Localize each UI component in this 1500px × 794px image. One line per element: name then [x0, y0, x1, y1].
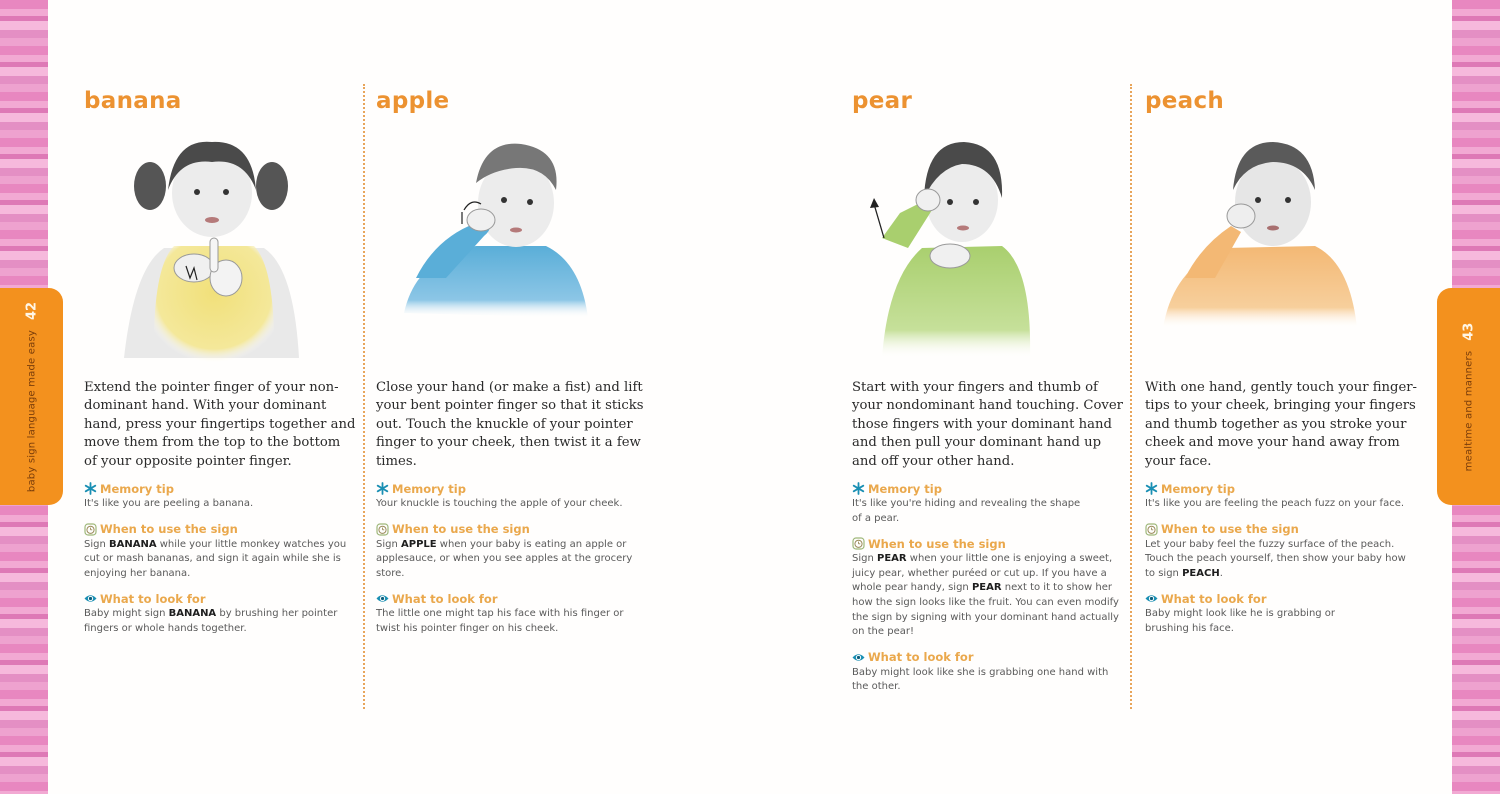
what-to-look-for-text: The little one might tap his face with his finger or twist his pointer finger on his cheek. [376, 608, 624, 634]
when-to-use-label: When to use the sign [868, 536, 1006, 551]
eye-icon [376, 592, 389, 605]
what-to-look-for-text: Baby might look like he is grabbing or brushing his face. [1145, 608, 1336, 634]
what-to-look-for-label: What to look for [1161, 591, 1267, 606]
asterisk-icon [84, 482, 97, 495]
when-to-use-text: Sign PEAR when your little one is enjoying a sweet, juicy pear, whether puréed or cut up. If you have a whole pear handy, sign PEAR next to it to show her how the sign looks like the fruit. You can even modify the sign by signing with your dominant hand actually on the pear! [852, 553, 1119, 638]
what-to-look-for-section [84, 590, 356, 636]
sign-card-pear [852, 88, 1124, 695]
memory-tip-label: Memory tip [868, 481, 942, 496]
memory-tip-section [376, 480, 648, 512]
asterisk-icon [852, 482, 865, 495]
alarm-clock-icon [1145, 523, 1158, 536]
column-divider-right-page [1130, 84, 1132, 709]
when-to-use-text: Sign BANANA while your little monkey watches you cut or mash bananas, and sign it again while she is enjoying her banana. [84, 538, 347, 579]
sign-title: banana [84, 88, 182, 114]
eye-icon [84, 592, 97, 605]
memory-tip-text: It's like you are feeling the peach fuzz on your face. [1145, 498, 1405, 510]
sign-card-apple [376, 88, 648, 637]
alarm-clock-icon [376, 523, 389, 536]
when-to-use-label: When to use the sign [1161, 522, 1299, 537]
sign-description: With one hand, gently touch your finger-tips to your cheek, bringing your fingers and thumb together as you stroke your cheek and move your hand away from your face. [1145, 380, 1418, 469]
what-to-look-for-section [852, 649, 1124, 695]
sign-description: Start with your fingers and thumb of your nondominant hand touching. Cover those fingers with your dominant hand and then pull your dominant hand up and off your other hand. [852, 380, 1123, 469]
what-to-look-for-section [1145, 590, 1417, 636]
sign-description: Extend the pointer finger of your non-dominant hand. With your dominant hand, press your fingertips together and move them from the top to the bottom of your opposite pointer finger. [84, 380, 356, 469]
sign-title: apple [376, 88, 450, 114]
asterisk-icon [1145, 482, 1158, 495]
when-to-use-section [1145, 521, 1417, 582]
column-divider-left-page [363, 84, 365, 709]
alarm-clock-icon [852, 537, 865, 550]
when-to-use-section [852, 535, 1124, 640]
right-chapter-tab [1437, 288, 1500, 505]
sign-card-peach [1145, 88, 1417, 637]
what-to-look-for-label: What to look for [868, 650, 974, 665]
memory-tip-label: Memory tip [100, 481, 174, 496]
memory-tip-label: Memory tip [1161, 481, 1235, 496]
what-to-look-for-label: What to look for [392, 591, 498, 606]
running-head-right: mealtime and manners [1463, 350, 1474, 471]
eye-icon [1145, 592, 1158, 605]
page-number-left: 42 [24, 301, 39, 320]
when-to-use-section [376, 521, 648, 582]
when-to-use-section [84, 521, 356, 582]
when-to-use-label: When to use the sign [100, 522, 238, 537]
when-to-use-label: When to use the sign [392, 522, 530, 537]
illustration-pear [852, 128, 1124, 373]
memory-tip-section [84, 480, 356, 512]
alarm-clock-icon [84, 523, 97, 536]
illustration-banana [84, 128, 356, 373]
eye-icon [852, 651, 865, 664]
what-to-look-for-text: Baby might look like she is grabbing one hand with the other. [852, 666, 1109, 693]
when-to-use-text: Let your baby feel the fuzzy surface of the peach. Touch the peach yourself, then show your baby how to sign PEACH. [1145, 538, 1406, 579]
memory-tip-text: It's like you're hiding and revealing the shape of a pear. [852, 498, 1081, 524]
sign-title: pear [852, 88, 913, 114]
sign-title: peach [1145, 88, 1225, 114]
what-to-look-for-label: What to look for [100, 591, 206, 606]
what-to-look-for-text: Baby might sign BANANA by brushing her pointer fingers or whole hands together. [84, 608, 338, 634]
memory-tip-section [852, 480, 1124, 526]
sign-description: Close your hand (or make a fist) and lift your bent pointer finger so that it sticks out. Touch the knuckle of your pointer finger to your cheek, then twist it a few times. [376, 380, 644, 469]
illustration-apple [376, 128, 648, 373]
memory-tip-label: Memory tip [392, 481, 466, 496]
sign-card-banana [84, 88, 356, 637]
what-to-look-for-section [376, 590, 648, 636]
when-to-use-text: Sign APPLE when your baby is eating an apple or applesauce, or when you see apples at the grocery store. [376, 538, 633, 579]
memory-tip-section [1145, 480, 1417, 512]
running-head-left: baby sign language made easy [26, 329, 37, 492]
left-chapter-tab [0, 288, 63, 505]
memory-tip-text: Your knuckle is touching the apple of your cheek. [376, 498, 623, 510]
illustration-peach [1145, 128, 1417, 373]
asterisk-icon [376, 482, 389, 495]
page-number-right: 43 [1461, 322, 1476, 341]
memory-tip-text: It's like you are peeling a banana. [84, 498, 254, 510]
